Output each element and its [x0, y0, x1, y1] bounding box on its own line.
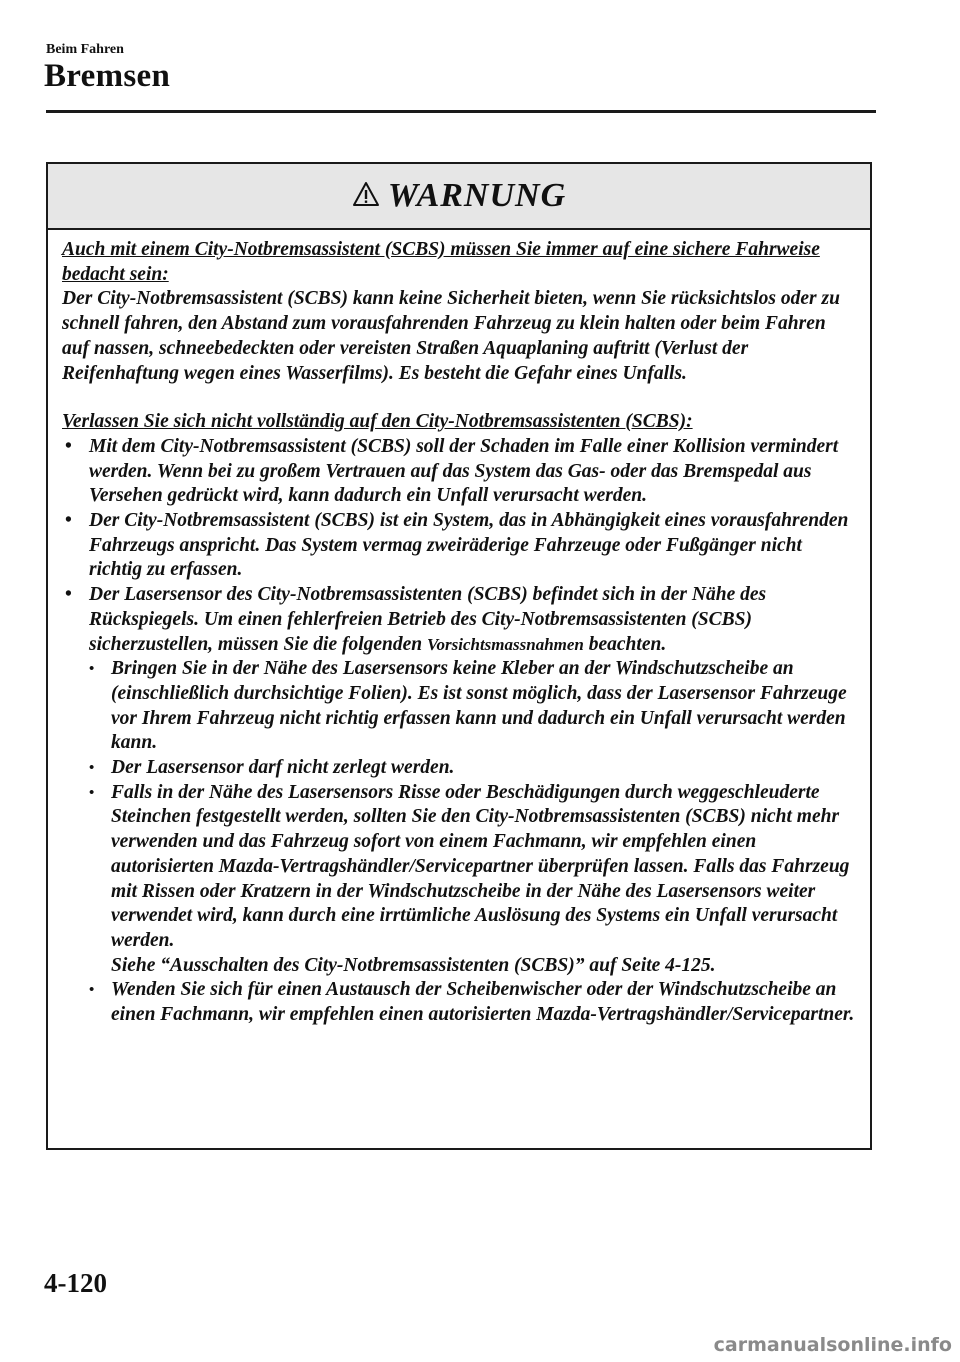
- sub-list-item: • Der Lasersensor darf nicht zerlegt werden.: [62, 756, 856, 781]
- title-rule: [46, 110, 876, 113]
- page-number: 4-120: [44, 1268, 107, 1298]
- watermark: carmanualsonline.info: [713, 1334, 952, 1356]
- list-item: • Mit dem City-Notbremsassistent (SCBS) soll der Schaden im Falle einer Kollision vermindert werden. Wenn bei zu großem Vertrauen auf das System das Gas- oder das Bremspedal aus Versehen gedrückt wird, kann dadurch ein Unfall verursacht werden.: [62, 435, 856, 509]
- warning-triangle-icon: [352, 181, 380, 207]
- sub-bullet-list-2: [62, 978, 856, 1027]
- sub-list-item: • Falls in der Nähe des Lasersensors Risse oder Beschädigungen durch weggeschleuderte Steinchen festgestellt werden, sollten Sie den City-Notbremsassistenten (SCBS) nicht mehr verwenden und das Fahrzeug sofort von einem Fachmann, wir empfehlen einen autorisierten Mazda-Vertragshändler/Servicepartner überprüfen lassen. Falls das Fahrzeug mit Rissen oder Kratzern in der Windschutzscheibe in der Nähe des Lasersensors weiter verwendet wird, kann durch eine irrtümliche Auslösung des Systems ein Unfall verursacht werden.: [62, 781, 856, 954]
- sub-bullet-list: [62, 657, 856, 953]
- list-item-laser-sensor: [62, 583, 856, 657]
- page-reference: Siehe “Ausschalten des City-Notbremsassistenten (SCBS)” auf Seite 4-125.: [111, 954, 716, 976]
- reliance-heading: Verlassen Sie sich nicht vollständig auf den City-Notbremsassistenten (SCBS):: [62, 411, 693, 433]
- intro-text: Der City-Notbremsassistent (SCBS) kann keine Sicherheit bieten, wenn Sie rücksichtslos oder zu schnell fahren, den Abstand zum vorausfahrenden Fahrzeug zu klein halten oder beim Fahren auf nassen, schneebedeckten oder vereisten Straßen Aquaplaning auftritt (Verlust der Reifenhaftung wegen eines Wasserfilms). Es besteht die Gefahr eines Unfalls.: [62, 288, 840, 384]
- laser-text-c: beachten.: [588, 633, 667, 655]
- warning-body: [48, 230, 870, 1028]
- sub-list-item: • Bringen Sie in der Nähe des Lasersensors keine Kleber an der Windschutzscheibe an (einschließlich durchsichtige Folien). Es ist sonst möglich, dass der Lasersensor Fahrzeuge vor Ihrem Fahrzeug nicht richtig erfassen kann und dadurch ein Unfall verursacht werden kann.: [62, 657, 856, 756]
- warning-header: [48, 164, 870, 230]
- warning-box: [46, 162, 872, 1150]
- intro-heading: Auch mit einem City-Notbremsassistent (SCBS) müssen Sie immer auf eine sichere Fahrweise bedacht sein:: [62, 239, 820, 285]
- laser-text-b: Vorsichtsmassnahmen: [427, 634, 584, 654]
- warning-title: WARNUNG: [387, 177, 567, 214]
- spacer: [62, 386, 856, 410]
- sub-list-item: • Wenden Sie sich für einen Austausch der Scheibenwischer oder der Windschutzscheibe an einen Fachmann, wir empfehlen einen autorisierten Mazda-Vertragshändler/Servicepartner.: [62, 978, 856, 1027]
- list-item: • Der City-Notbremsassistent (SCBS) ist ein System, das in Abhängigkeit eines vorausfahrenden Fahrzeugs anspricht. Das System vermag zweiräderige Fahrzeuge oder Fußgänger nicht richtig zu erfassen.: [62, 509, 856, 583]
- laser-text-a: Der Lasersensor des City-Notbremsassistenten (SCBS) befindet sich in der Nähe des Rückspiegels. Um einen fehlerfreien Betrieb des City-Notbremsassistenten (SCBS) sicherzustellen, müssen Sie die folgenden: [89, 584, 767, 655]
- bullet-list: [62, 435, 856, 657]
- section-label: Beim Fahren: [46, 42, 124, 57]
- page-title: Bremsen: [44, 58, 171, 94]
